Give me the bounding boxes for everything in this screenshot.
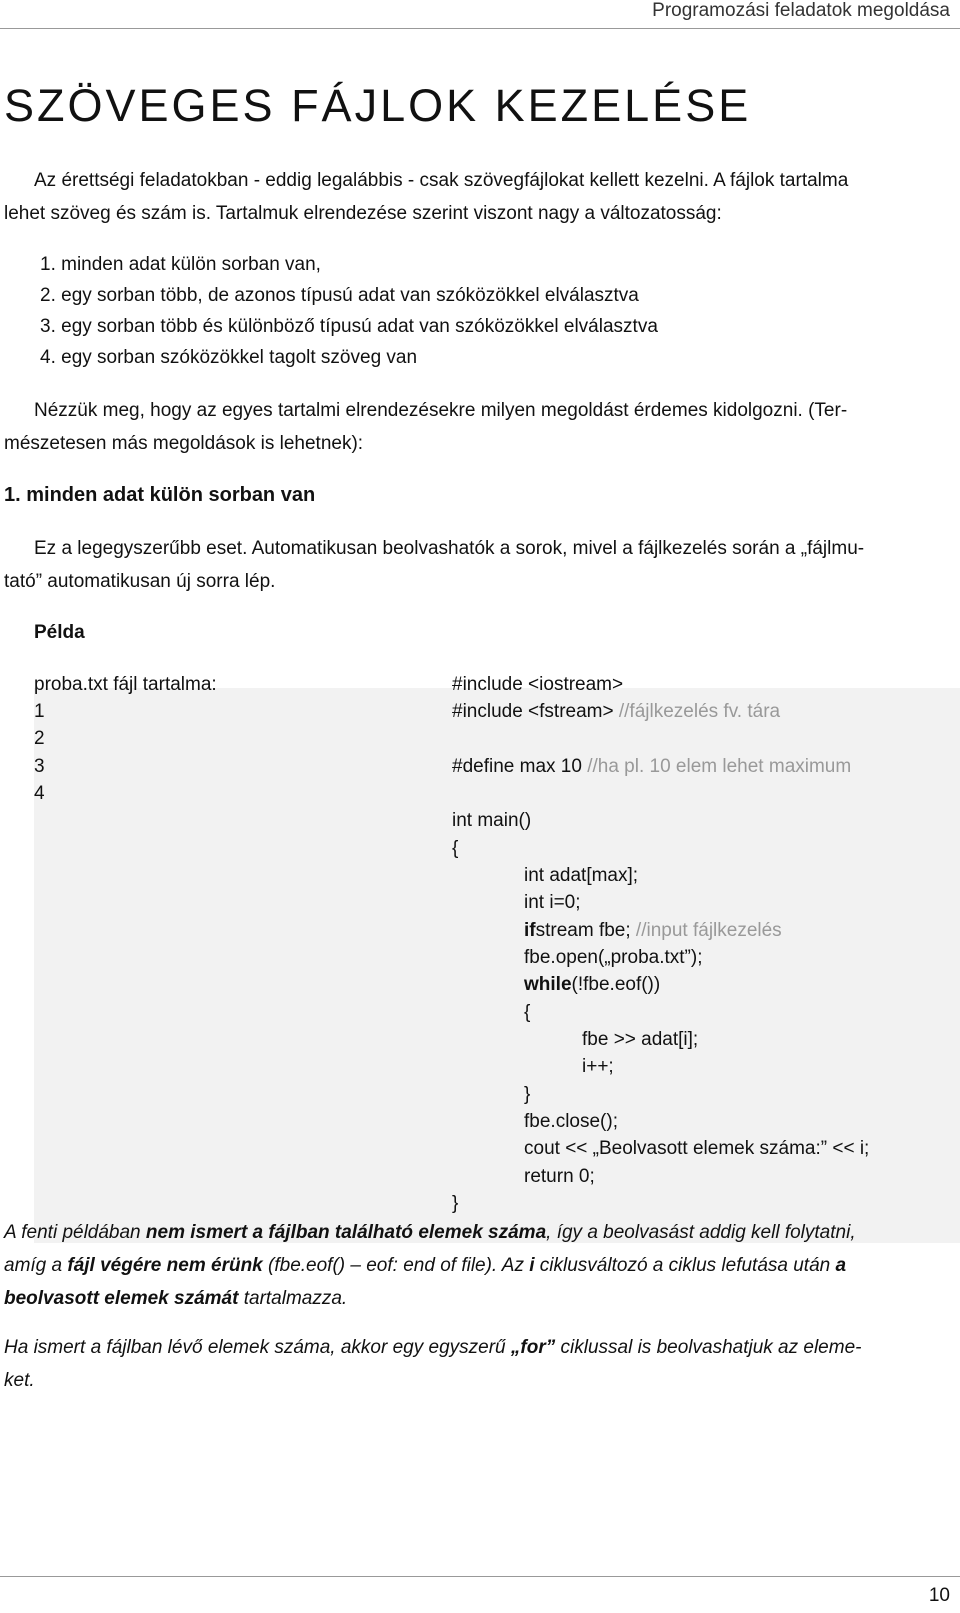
para2-line-1: Nézzük meg, hogy az egyes tartalmi elrendezésekre milyen megoldást érdemes kidolgozni. (Ter- [34, 400, 848, 421]
code-text: #include <fstream> [452, 701, 614, 722]
code-line: #include <iostream> [452, 674, 624, 695]
code-line: { [452, 838, 459, 859]
emphasis: a [835, 1255, 847, 1276]
code-line: fbe.open(„proba.txt”); [524, 947, 703, 968]
footer-rule [0, 1576, 960, 1577]
text-run: (fbe.eof() – eof: end of file). Az [262, 1255, 530, 1276]
paragraph-3 [4, 532, 954, 598]
code-line [452, 701, 780, 723]
page-title: SZÖVEGES FÁJLOK KEZELÉSE [4, 80, 752, 131]
code-text: stream fbe; [535, 920, 631, 941]
after-paragraph-1 [4, 1216, 954, 1315]
code-line: cout << „Beolvasott elemek száma:” << i; [524, 1138, 870, 1159]
code-line [452, 756, 851, 778]
code-line: } [524, 1084, 531, 1105]
file-value: 2 [34, 728, 45, 749]
header-rule [0, 28, 960, 29]
emphasis: fájl végére nem érünk [67, 1255, 263, 1276]
intro-paragraph [4, 164, 954, 230]
code-line: return 0; [524, 1166, 595, 1187]
code-line [524, 920, 782, 942]
code-line: { [524, 1002, 531, 1023]
para3-line-2: tató” automatikusan új sorra lép. [4, 571, 276, 592]
text-run: ciklusváltozó a ciklus lefutása után [534, 1255, 836, 1276]
section-heading: 1. minden adat külön sorban van [4, 484, 316, 506]
para2-line-2: mészetesen más megoldások is lehetnek): [4, 433, 364, 454]
intro-line-2: lehet szöveg és szám is. Tartalmuk elrendezése szerint viszont nagy a változatosság: [4, 203, 722, 224]
para3-line-1: Ez a legegyszerűbb eset. Automatikusan beolvashatók a sorok, mivel a fájlkezelés során a „fájlmu- [34, 538, 865, 559]
code-line: fbe.close(); [524, 1111, 618, 1132]
file-value: 4 [34, 783, 45, 804]
emphasis: nem ismert a fájlban található elemek száma [145, 1222, 547, 1243]
code-comment: //input fájlkezelés [630, 920, 782, 941]
after-paragraph-2 [4, 1331, 954, 1397]
after-line-3 [4, 1282, 954, 1315]
code-line: int i=0; [524, 892, 581, 913]
code-text: #define max 10 [452, 756, 582, 777]
text-run: , így a beolvasást addig kell folytatni, [546, 1222, 856, 1243]
code-comment: //ha pl. 10 elem lehet maximum [581, 756, 852, 777]
file-heading: proba.txt fájl tartalma: [34, 674, 217, 695]
code-line: i++; [582, 1056, 614, 1077]
after-line-2 [4, 1249, 954, 1282]
text-run: amíg a [4, 1255, 68, 1276]
intro-line-1: Az érettségi feladatokban - eddig legalábbis - csak szövegfájlokat kellett kezelni. A fájlok tartalma [34, 170, 849, 191]
emphasis: beolvasott elemek számát [4, 1288, 239, 1309]
text-run: A fenti példában [4, 1222, 146, 1243]
code-line: fbe >> adat[i]; [582, 1029, 699, 1050]
file-value: 1 [34, 701, 45, 722]
code-keyword: while [524, 974, 572, 995]
after-line-5: ket. [4, 1370, 35, 1391]
example-label: Példa [34, 622, 85, 643]
after-line-1 [4, 1216, 954, 1249]
code-line: int adat[max]; [524, 865, 639, 886]
text-run: Ha ismert a fájlban lévő elemek száma, akkor egy egyszerű [4, 1337, 511, 1358]
page-number: 10 [928, 1585, 950, 1606]
list-item: 1. minden adat külön sorban van, [40, 254, 321, 275]
text-run: tartalmazza. [238, 1288, 348, 1309]
list-item: 3. egy sorban több és különböző típusú adat van szóközökkel elválasztva [40, 316, 658, 337]
code-line: int main() [452, 810, 532, 831]
header-title: Programozási feladatok megoldása [652, 0, 950, 21]
paragraph-2 [4, 394, 954, 460]
emphasis: i [529, 1255, 535, 1276]
list-item: 4. egy sorban szóközökkel tagolt szöveg van [40, 347, 418, 368]
code-comment: //fájlkezelés fv. tára [613, 701, 781, 722]
code-line: } [452, 1193, 459, 1214]
text-run: ciklussal is beolvashatjuk az eleme- [555, 1337, 862, 1358]
list-item: 2. egy sorban több, de azonos típusú adat van szóközökkel elválasztva [40, 285, 639, 306]
file-value: 3 [34, 756, 45, 777]
after-line-4 [4, 1331, 954, 1364]
code-text: (!fbe.eof()) [571, 974, 661, 995]
emphasis: „for” [510, 1337, 556, 1358]
code-keyword: if [524, 920, 536, 941]
code-line [524, 974, 660, 996]
